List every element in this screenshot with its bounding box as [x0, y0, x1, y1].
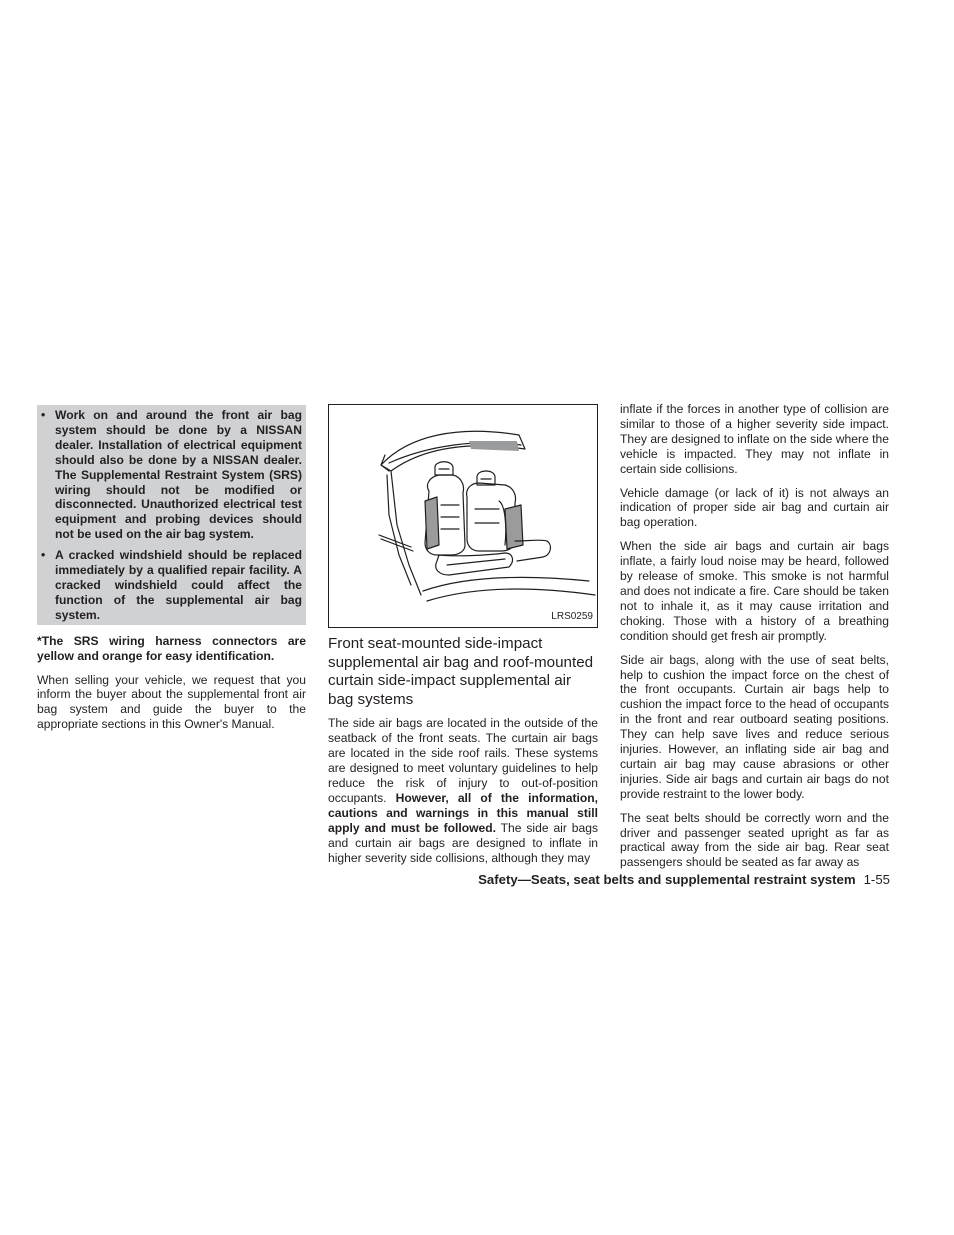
paragraph: The seat belts should be correctly worn and the driver and passenger seated upright as far as practical away from the side air bag. Rear seat passengers should be seated as far away as: [620, 810, 889, 870]
seat-airbag-drawing: [329, 405, 597, 627]
section-heading: Front seat-mounted side-impact supplemental air bag and roof-mounted curtain side-impact supplemental air bag systems: [328, 635, 594, 708]
page-number: 1-55: [863, 872, 890, 887]
warning-text: Work on and around the front air bag system should be done by a NISSAN dealer. Installation of electrical equipment should also be done by a NISSAN dealer. The Supplemental Restraint System (SRS) wiring should not be modified or disconnected. Unauthorized electrical test equipment and probing devices should not be used on the air bag system.: [55, 408, 302, 542]
warning-text: A cracked windshield should be replaced immediately by a qualified repair facility. A cracked windshield could affect the function of the supplemental air bag system.: [55, 548, 302, 622]
paragraph-text: The side air bags are located in the outside of the seatback of the front seats. The curtain air bags are located in the side roof rails. These systems are designed to meet voluntary guidelines to help reduce the risk of injury to out-of-position occupants.: [328, 716, 598, 805]
right-column: [620, 402, 889, 879]
figure-code: LRS0259: [551, 611, 593, 623]
paragraph-text: The side air bags and curtain air bags are designed to inflate in higher severity side collisions, although they may: [328, 820, 598, 865]
paragraph: When the side air bags and curtain air bags inflate, a fairly loud noise may be heard, followed by release of smoke. This smoke is not harmful and does not indicate a fire. Care should be taken not to inhale it, as it may cause irritation and choking. Those with a history of a breathing condition should get fresh air promptly.: [620, 539, 889, 643]
paragraph: Side air bags, along with the use of seat belts, help to cushion the impact force on the chest of the front occupants. Curtain air bags help to cushion the impact force to the head of occupants in the front and rear outboard seating positions. They can help save lives and reduce serious injuries. However, an inflating side air bag and curtain air bag may cause abrasions or other injuries. Side air bags and curtain air bags do not provide restraint to the lower body.: [620, 652, 889, 801]
selling-vehicle-paragraph: When selling your vehicle, we request that you inform the buyer about the supplemental front air bag system and guide the buyer to the appropriate sections in this Owner's Manual.: [37, 672, 306, 732]
side-air-bag-paragraph: [328, 716, 598, 865]
left-column: [37, 405, 306, 741]
page-footer: [430, 872, 890, 887]
middle-column: [328, 404, 598, 874]
warning-box: [37, 405, 306, 625]
warning-item: [41, 548, 302, 623]
bullet-icon: •: [41, 548, 46, 563]
srs-connector-note: *The SRS wiring harness connectors are yellow and orange for easy identification.: [37, 633, 306, 663]
warning-item: [41, 408, 302, 542]
paragraph: inflate if the forces in another type of collision are similar to those of a higher severity side impact. They are designed to inflate on the side where the vehicle is impacted. They may not inflate in certain side collisions.: [620, 402, 889, 476]
paragraph-bold-text: However, all of the information, cautions and warnings in this manual still apply and must be followed.: [328, 790, 598, 835]
air-bag-illustration: [328, 404, 598, 628]
footer-section-title: Safety—Seats, seat belts and supplemental restraint system: [478, 872, 856, 887]
bullet-icon: •: [41, 408, 46, 422]
paragraph: Vehicle damage (or lack of it) is not always an indication of proper side air bag and curtain air bag operation.: [620, 485, 889, 530]
